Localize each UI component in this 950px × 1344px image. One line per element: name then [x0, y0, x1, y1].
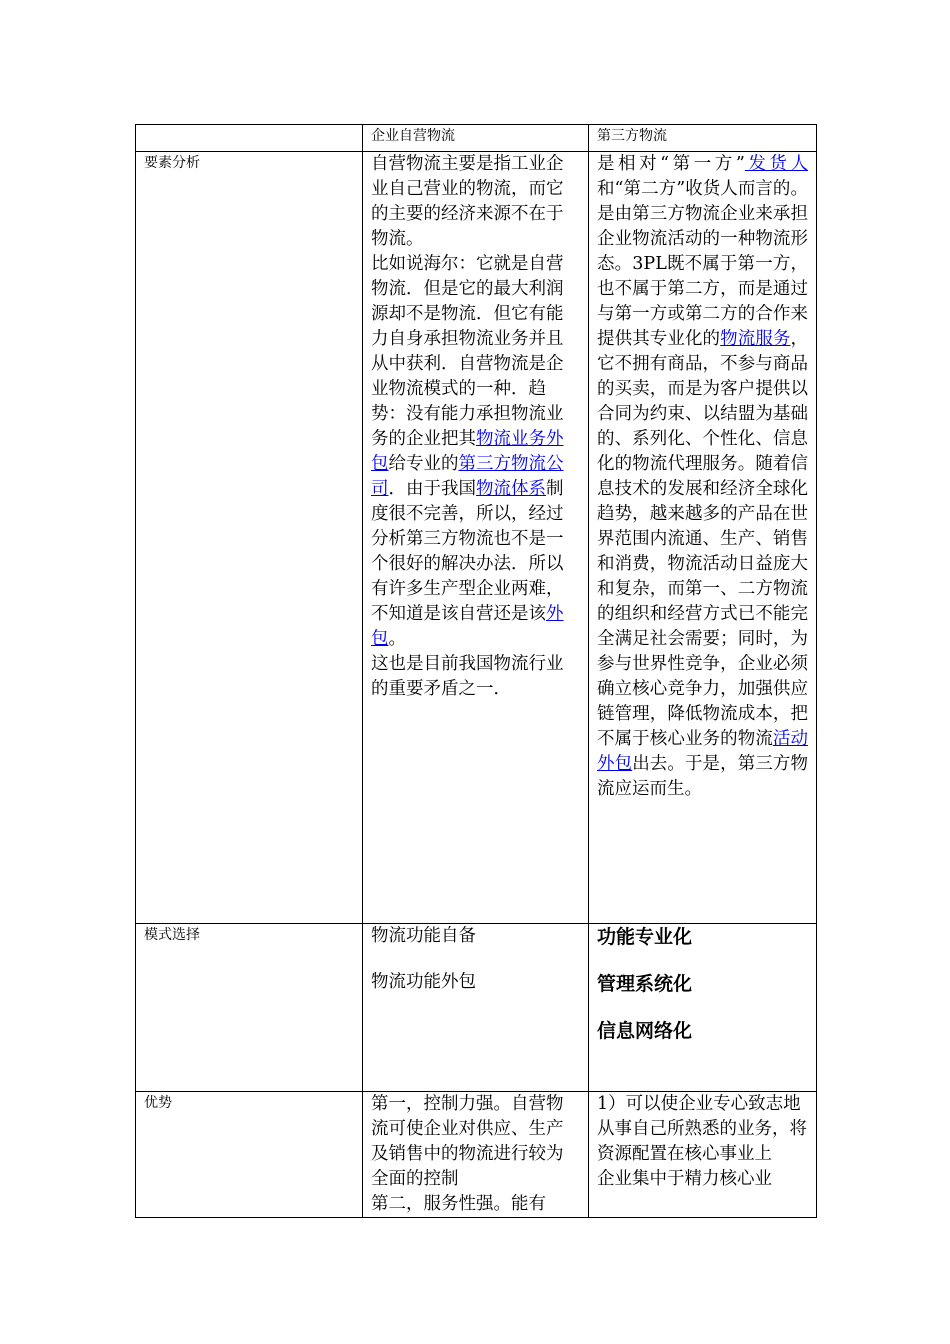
paragraph: 比如说海尔：它就是自营物流．但是它的最大利润源却不是物流．但它有能力自身承担物流业务并且从中获利．自营物流是企业物流模式的一种．趋势：没有能力承担物流业务的企业把其物流业务外包给专业的第三方物流公司．由于我国物流体系制度很不完善，所以，经过分析第三方物流也不是一个很好的解决办法．所以有许多生产型企业两难，不知道是该自营还是该外包。 — [371, 254, 564, 649]
row-label-element-analysis: 要素分析 — [136, 152, 363, 924]
mode-item: 物流功能外包 — [371, 972, 476, 992]
cell-self-analysis — [363, 152, 589, 924]
cell-third-mode — [589, 924, 817, 1092]
paragraph: 1）可以使企业专心致志地从事自己所熟悉的业务，将资源配置在核心事业上 — [597, 1094, 807, 1164]
comparison-table — [135, 124, 817, 1218]
header-cell-empty — [136, 125, 363, 152]
row-mode-selection — [136, 924, 817, 1092]
link-shipper[interactable]: 发货人 — [744, 154, 808, 174]
link-outsourcing[interactable]: 外包 — [371, 604, 564, 649]
mode-item-bold: 管理系统化 — [597, 973, 693, 995]
paragraph: 第一，控制力强。自营物流可使企业对供应、生产及销售中的物流进行较为全面的控制 — [371, 1094, 564, 1189]
cell-self-mode — [363, 924, 589, 1092]
cell-third-analysis: 是相对“第一方”发货人和“第二方”收货人而言的。是由第三方物流企业来承担企业物流活动的一种物流形态。3PL既不属于第一方，也不属于第二方，而是通过与第一方或第二方的合作来提供其专业化的物流服务，它不拥有商品，不参与商品的买卖，而是为客户提供以合同为约束、以结盟为基础的、系列化、个性化、信息化的物流代理服务。随着信息技术的发展和经济全球化趋势，越来越多的产品在世界范围内流通、生产、销售和消费，物流活动日益庞大和复杂，而第一、二方物流的组织和经营方式已不能完全满足社会需要；同时，为参与世界性竞争，企业必须确立核心竞争力，加强供应链管理，降低物流成本，把不属于核心业务的物流活动外包出去。于是，第三方物流应运而生。 — [589, 152, 817, 924]
paragraph: 第二，服务性强。能有 — [371, 1194, 546, 1214]
row-label-mode-selection: 模式选择 — [136, 924, 363, 1092]
row-element-analysis — [136, 152, 817, 924]
paragraph: 这也是目前我国物流行业的重要矛盾之一． — [371, 654, 564, 699]
header-row — [136, 125, 817, 152]
paragraph: 企业集中于精力核心业 — [597, 1169, 772, 1189]
mode-item-bold: 功能专业化 — [597, 926, 693, 948]
header-cell-third-party-logistics: 第三方物流 — [589, 125, 817, 152]
mode-item-bold: 信息网络化 — [597, 1020, 693, 1042]
row-advantages — [136, 1092, 817, 1218]
link-activity-outsourcing[interactable]: 活动外包 — [597, 729, 809, 774]
cell-third-advantages — [589, 1092, 817, 1218]
link-logistics-service[interactable]: 物流服务 — [720, 329, 791, 349]
header-cell-self-logistics: 企业自营物流 — [363, 125, 589, 152]
row-label-advantages: 优势 — [136, 1092, 363, 1218]
cell-self-advantages — [363, 1092, 589, 1218]
mode-item: 物流功能自备 — [371, 926, 476, 946]
link-logistics-system[interactable]: 物流体系 — [476, 479, 546, 499]
link-third-party-company[interactable]: 第三方物流公司 — [371, 454, 564, 499]
link-logistics-outsourcing[interactable]: 物流业务外包 — [371, 429, 564, 474]
paragraph: 自营物流主要是指工业企业自己营业的物流，而它的主要的经济来源不在于物流。 — [371, 154, 564, 249]
